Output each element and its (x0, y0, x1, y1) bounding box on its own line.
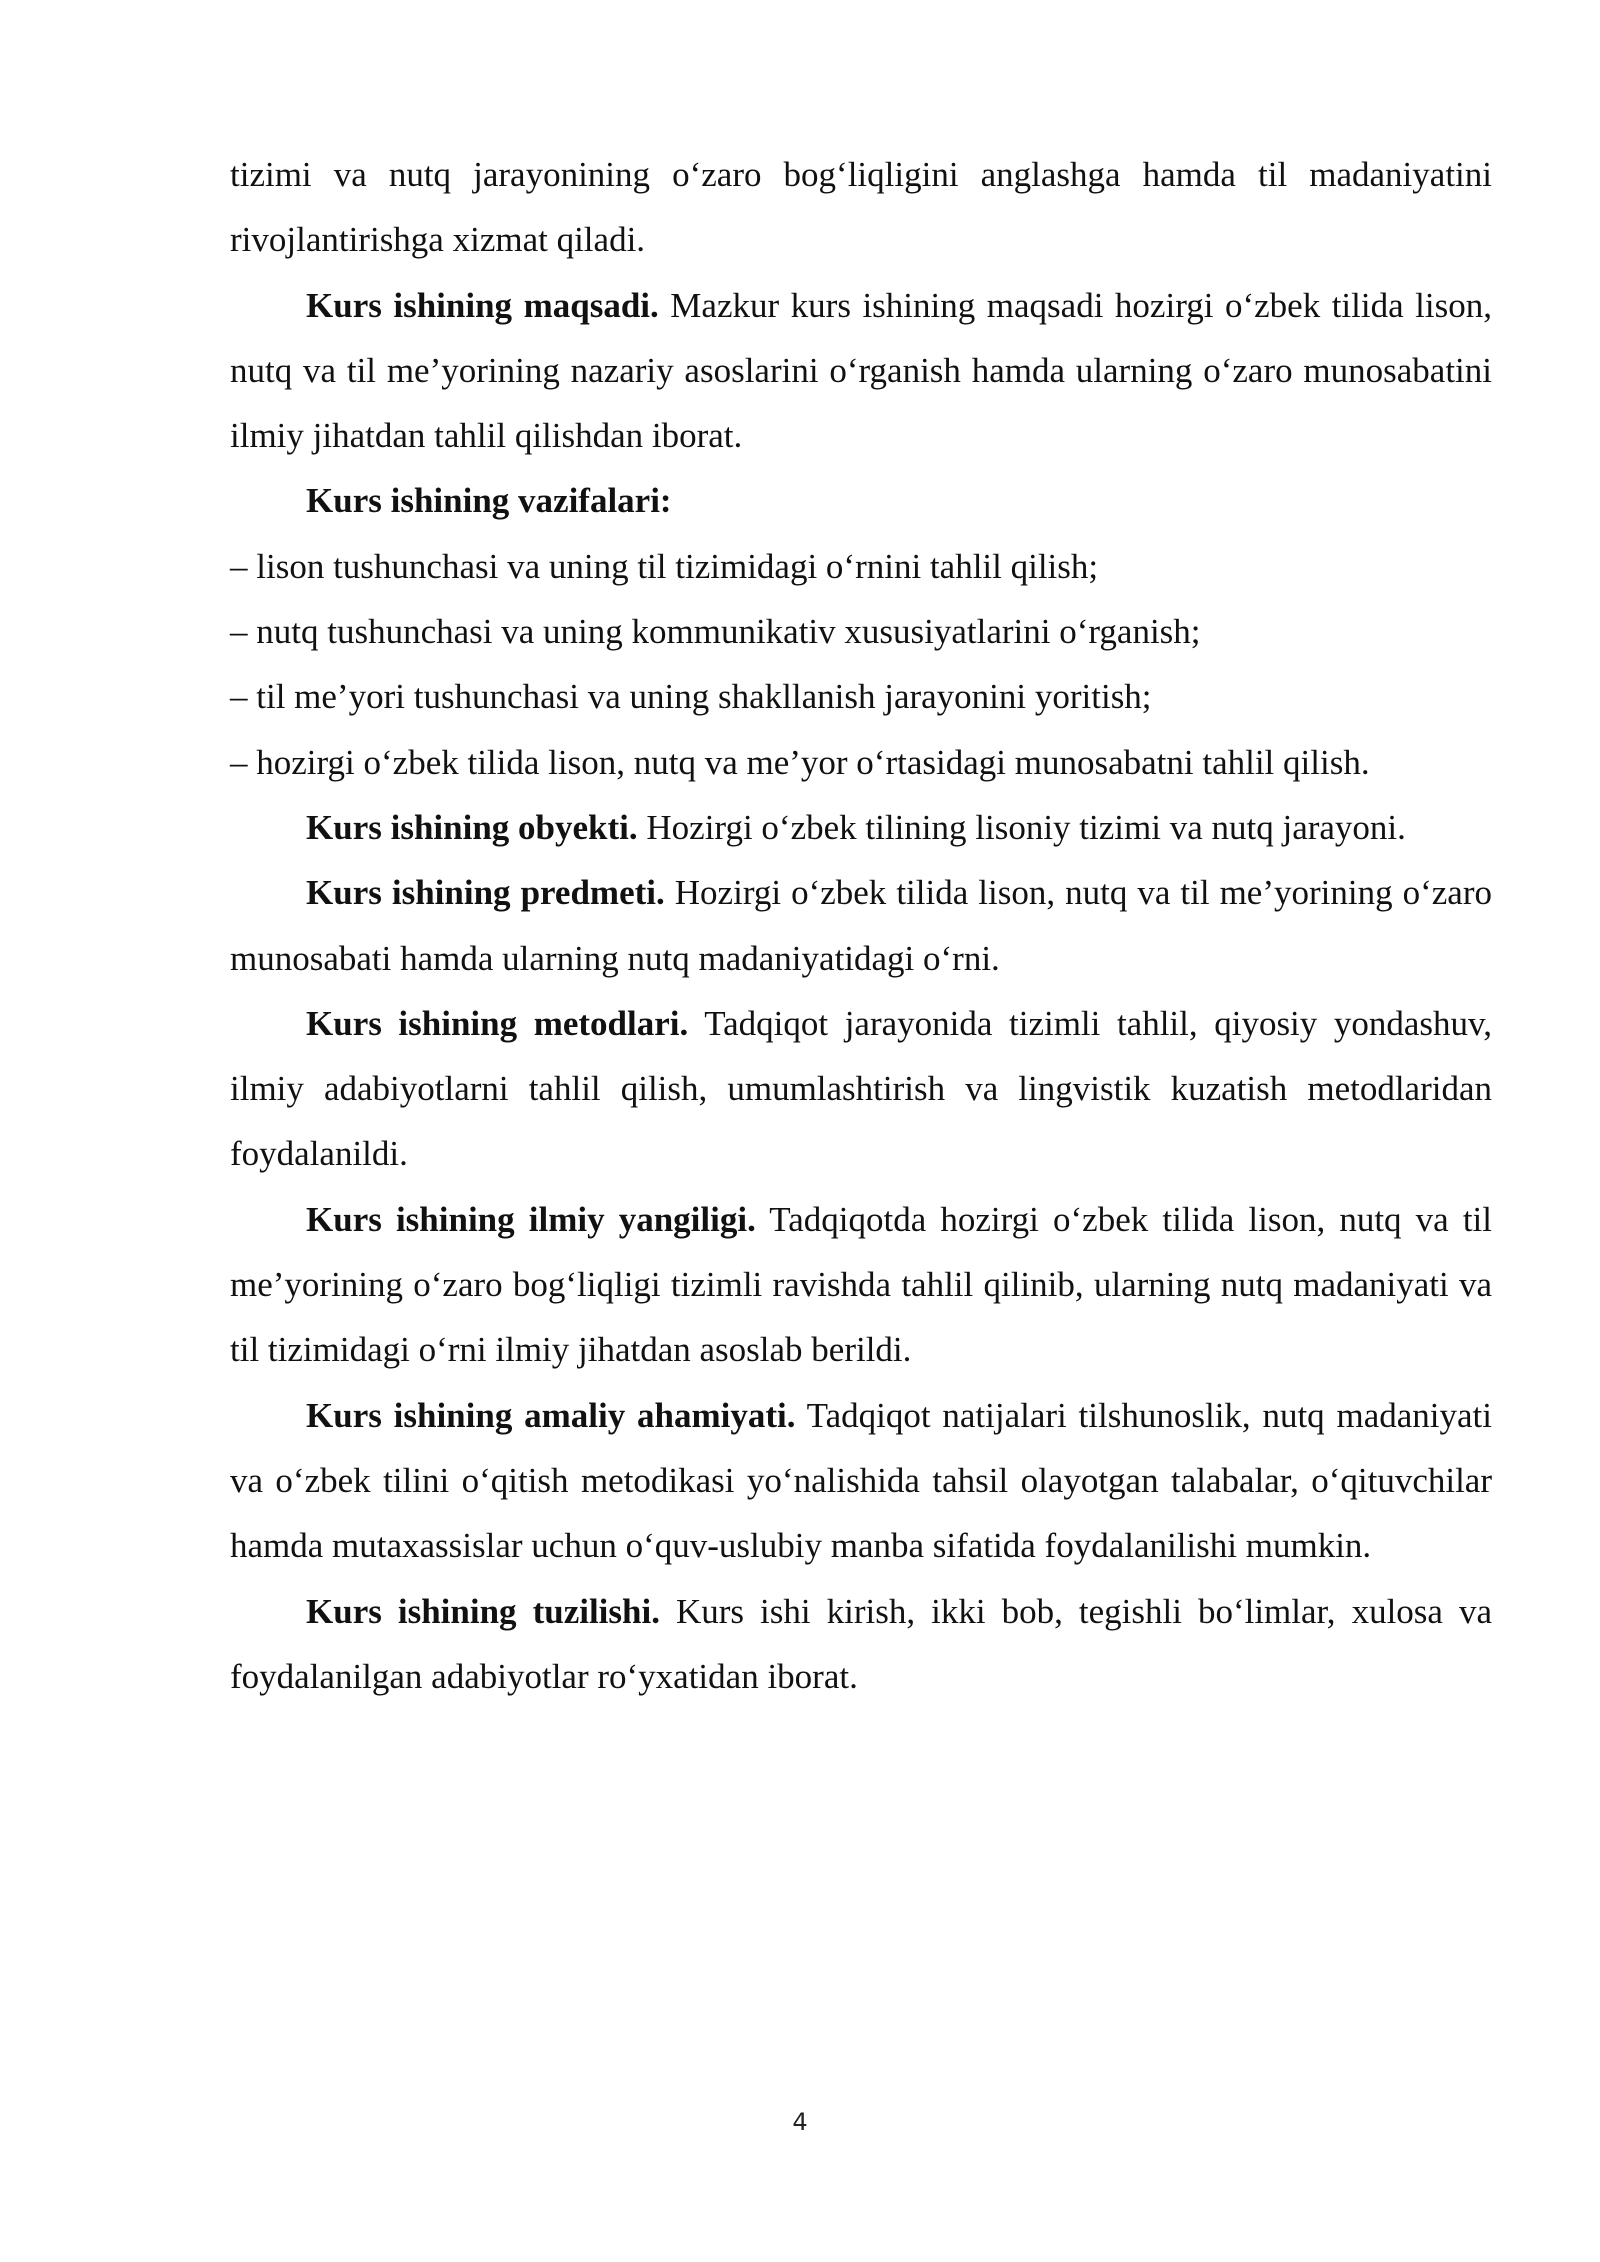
novelty-heading: Kurs ishining ilmiy yangiligi. (306, 1199, 756, 1239)
methods-paragraph (230, 991, 1492, 1187)
methods-text: Tadqiqot jarayonida tizimli tahlil, qiyosiy yondashuv, ilmiy adabiyotlarni tahlil qilish, umumlashtirish va lingvistik kuzatish metodlaridan foydalanildi. (230, 1003, 1492, 1174)
task-item: – nutq tushunchasi va uning kommunikativ xususiyatlarini o‘rganish; (230, 612, 1201, 652)
significance-text: Tadqiqot natijalari tilshunoslik, nutq madaniyati va o‘zbek tilini o‘qitish metodikasi yo‘nalishida tahsil olayotgan talabalar, o‘qituvchilar hamda mutaxassislar uchun o‘quv-uslubiy manba sifatida foydalanilishi mumkin. (230, 1395, 1492, 1566)
object-heading: Kurs ishining obyekti. (306, 807, 638, 847)
task-item: – til me’yori tushunchasi va uning shakllanish jarayonini yoritish; (230, 677, 1152, 717)
page-number: 4 (792, 2108, 808, 2136)
object-text: Hozirgi o‘zbek tilining lisoniy tizimi va nutq jarayoni. (637, 807, 1406, 847)
aim-paragraph (230, 273, 1492, 469)
aim-heading: Kurs ishining maqsadi. (306, 285, 659, 325)
aim-text: Mazkur kurs ishining maqsadi hozirgi o‘zbek tilida lison, nutq va til me’yorining nazariy asoslarini o‘rganish hamda ularning o‘zaro munosabatini ilmiy jihatdan tahlil qilishdan iborat. (230, 285, 1492, 456)
page-body (230, 142, 1492, 1709)
task-item: – hozirgi o‘zbek tilida lison, nutq va me’yor o‘rtasidagi munosabatni tahlil qilish. (230, 742, 1370, 782)
structure-heading: Kurs ishining tuzilishi. (306, 1591, 660, 1631)
significance-heading: Kurs ishining amaliy ahamiyati. (306, 1395, 796, 1435)
novelty-text: Tadqiqotda hozirgi o‘zbek tilida lison, nutq va til me’yorining o‘zaro bog‘liqligi tizimli ravishda tahlil qilinib, ularning nutq madaniyati va til tizimidagi o‘rni ilmiy jihatdan asoslab berildi. (230, 1199, 1492, 1370)
tasks-heading: Kurs ishining vazifalari: (306, 481, 672, 521)
methods-heading: Kurs ishining metodlari. (306, 1003, 689, 1043)
object-paragraph (230, 795, 1492, 860)
novelty-paragraph (230, 1187, 1492, 1383)
structure-text: Kurs ishi kirish, ikki bob, tegishli bo‘limlar, xulosa va foydalanilgan adabiyotlar ro‘yxatidan iborat. (230, 1591, 1492, 1696)
subject-heading: Kurs ishining predmeti. (306, 873, 665, 913)
tasks-heading-paragraph (230, 468, 1492, 533)
significance-paragraph (230, 1383, 1492, 1579)
subject-paragraph (230, 860, 1492, 991)
intro-paragraph: tizimi va nutq jarayonining o‘zaro bog‘liqligini anglashga hamda til madaniyatini rivojlantirishga xizmat qiladi. (230, 155, 1492, 260)
task-item: – lison tushunchasi va uning til tizimidagi o‘rnini tahlil qilish; (230, 546, 1099, 586)
structure-paragraph (230, 1579, 1492, 1710)
subject-text: Hozirgi o‘zbek tilida lison, nutq va til me’yorining o‘zaro munosabati hamda ularning nutq madaniyatidagi o‘rni. (230, 873, 1492, 978)
